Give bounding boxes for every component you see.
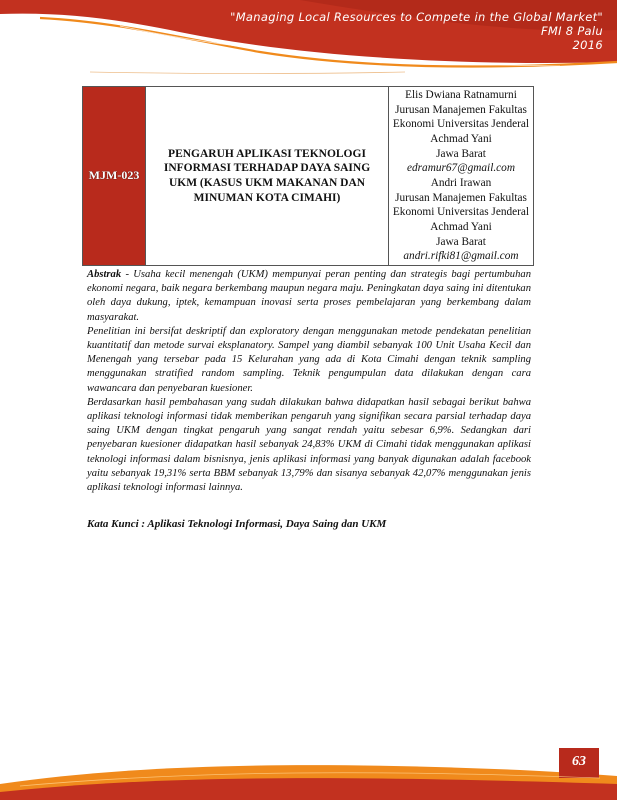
header-tagline: "Managing Local Resources to Compete in the Global Market" [230,10,603,24]
header-rule [90,72,405,74]
abstract-paragraph [87,268,531,325]
author-affiliation-line: Achmad Yani [430,132,492,145]
abstract-label: Abstrak [87,269,122,280]
paper-title-cell [146,87,389,266]
author-affiliation-line: Jurusan Manajemen Fakultas [395,191,527,204]
author-affiliation-line: Jawa Barat [436,147,486,160]
paper-code: MJM-023 [88,168,140,183]
header-year: 2016 [572,38,603,52]
author-email: edramur67@gmail.com [407,162,515,175]
header-text-block [230,10,603,52]
author-affiliation-line: Ekonomi Universitas Jenderal [392,118,530,131]
abstract-paragraph: Berdasarkan hasil pembahasan yang sudah dilakukan bahwa didapatkan hasil sebagai berikut bahwa aplikasi teknologi informasi tidak memberikan pengaruh yang signifikan secara parsial terhadap daya saing UKM dengan tingkat pengaruh yang sangat rendah yaitu sebesar 6,9%. Sedangkan dari penyebaran kuesioner didapatkan hasil sebanyak 24,83% UKM di Cimahi tidak menggunakan aplikasi teknologi informasi dalam bisnisnya, jenis aplikasi informasi yang banyak digunakan adalah facebook yaitu sebanyak 19,31% serta BBM sebanyak 13,79% dan sisanya sebanyak 42,07% menggunakan jenis aplikasi teknologi informasi lainnya. [87,396,531,494]
keywords: Kata Kunci : Aplikasi Teknologi Informasi, Daya Saing dan UKM [87,518,387,530]
paper-code-cell [83,87,146,266]
page-number: 63 [572,754,586,769]
author-affiliation-line: Jurusan Manajemen Fakultas [395,103,527,116]
abstract-paragraph: Penelitian ini bersifat deskriptif dan exploratory dengan menggunakan metode pendekatan penelitian kuantitatif dan metode survai eksplanatory. Sampel yang diambil sebanyak 100 Unit Usaha Kecil dan Menengah yang tersebar pada 15 Kelurahan yang ada di Kota Cimahi dengan teknik sampling menggunakan stratified random sampling. Teknik pengumpulan data dilakukan dengan cara wawancara dan penyebaran kuesioner. [87,325,531,394]
author-affiliation-line: Jawa Barat [436,235,486,248]
header-event: FMI 8 Palu [540,24,603,38]
paper-authors-cell [389,87,534,266]
abstract-section [87,268,531,495]
abstract-intro-text: - Usaha kecil menengah (UKM) mempunyai peran penting dan strategis bagi pertumbuhan ekonomi negara, baik negara berkembang maupun negara maju. Peningkatan daya saing ini ditentukan oleh daya dukung, iptek, kemampuan inovasi serta proses pembelajaran yang berkembang dalam masyarakat. [87,269,531,323]
footer-banner [0,740,617,800]
author-email: andri.rifki81@gmail.com [403,250,519,263]
author-name: Elis Dwiana Ratnamurni [405,89,517,101]
author-affiliation-line: Achmad Yani [430,220,492,233]
paper-info-table [82,86,534,266]
author-affiliation-line: Ekonomi Universitas Jenderal [392,206,530,219]
author-name: Andri Irawan [430,176,492,189]
paper-title: PENGARUH APLIKASI TEKNOLOGI INFORMASI TERHADAP DAYA SAING UKM (KASUS UKM MAKANAN DAN MINUMAN KOTA CIMAHI) [163,147,371,204]
